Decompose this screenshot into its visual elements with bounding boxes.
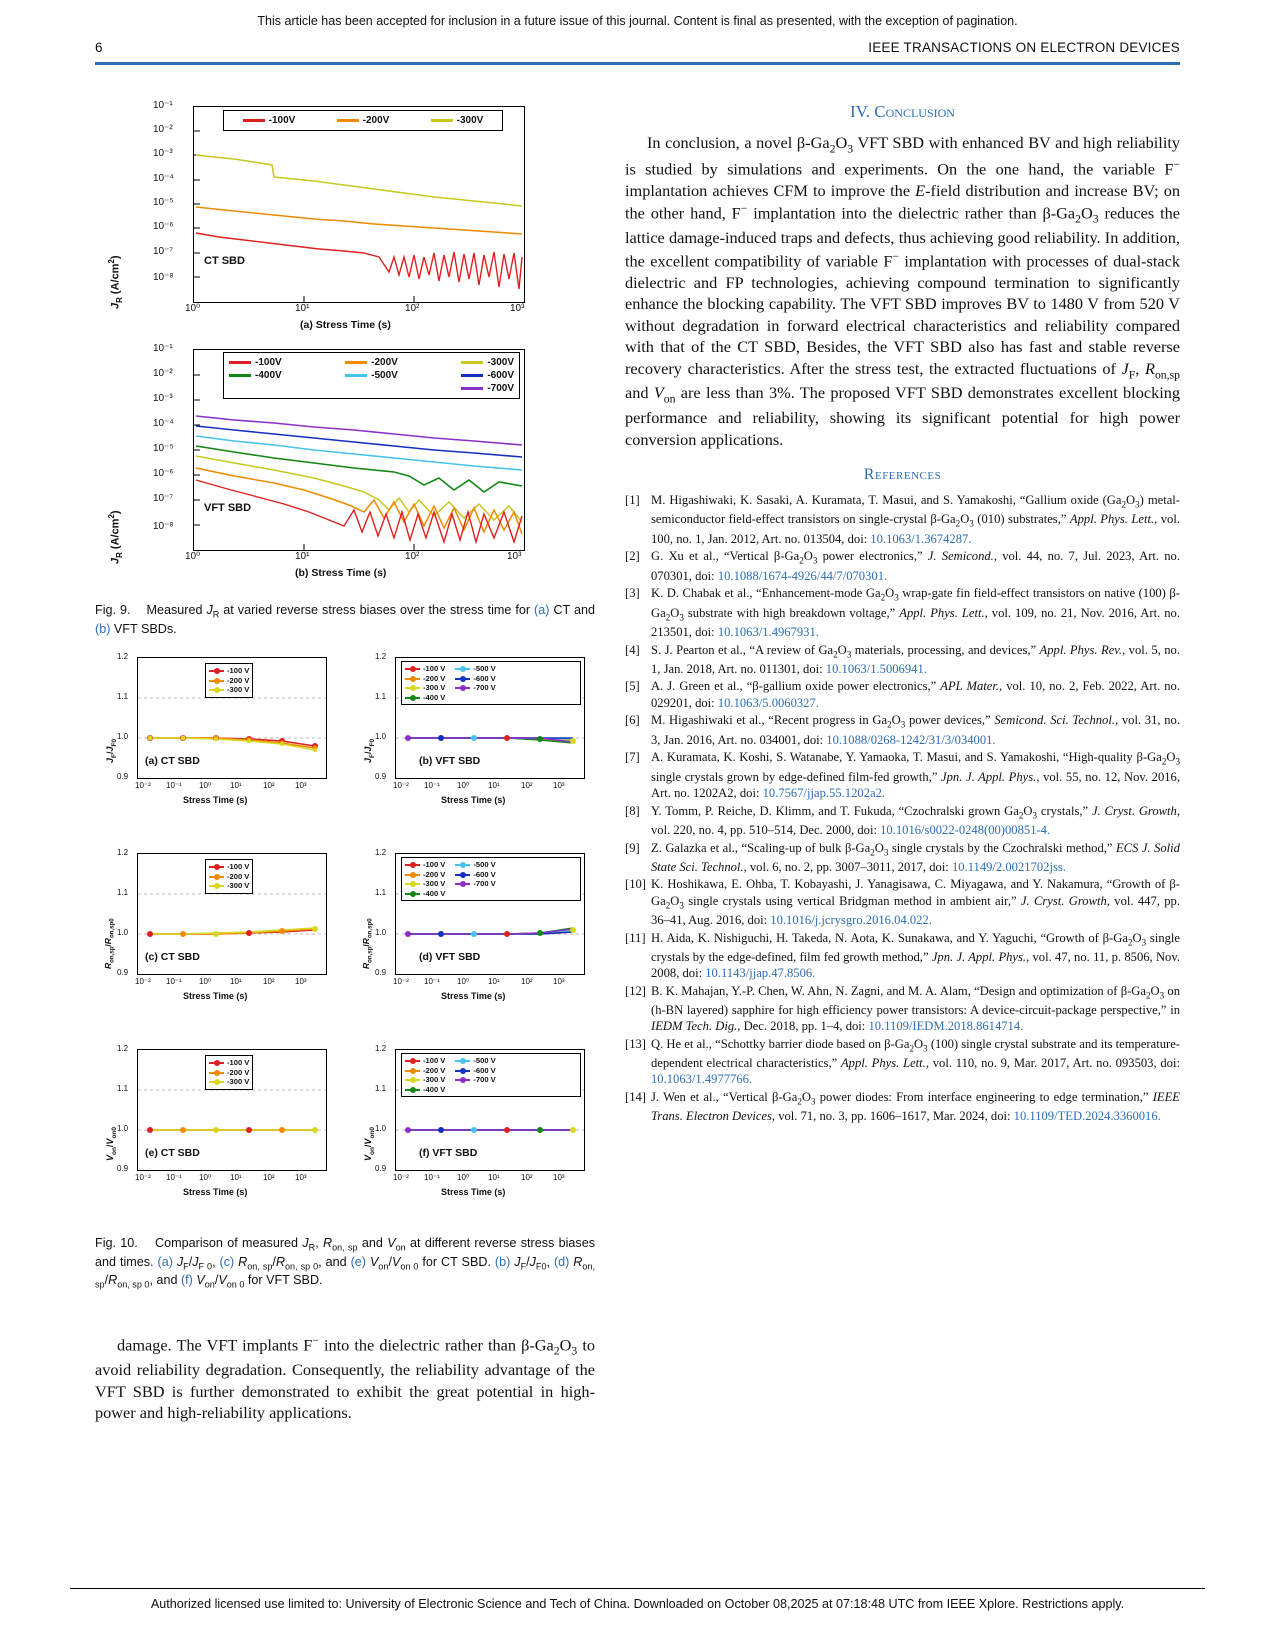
fig9b-legend-item-1: -200V <box>371 357 398 368</box>
fig10d-xtick-2: 10⁰ <box>457 977 470 987</box>
fig10-caption-t5: $J_F/J_{F0}$, <box>514 1254 554 1272</box>
fig10b-legend-5: -600 V <box>473 673 496 683</box>
fig10e-legend <box>205 1055 253 1089</box>
fig10a-xtick-2: 10⁰ <box>199 781 212 791</box>
fig9b-legend-item-0: -100V <box>255 357 282 368</box>
fig10-caption-text-1: Comparison of measured $J_R$, $R_{on, sp}$ and $V_{on}$ at different reverse stress biases and times. <box>95 1236 596 1269</box>
fig10e-legend-0: -100 V <box>227 1058 250 1068</box>
fig10a-ylabel: $J_F/J_{F0}$ <box>105 739 118 764</box>
fig9a-ytick-7: 10⁻⁸ <box>153 272 174 283</box>
figure-10-caption <box>95 1235 595 1291</box>
fig9b-inner-label: VFT SBD <box>204 502 252 514</box>
fig10d-xtick-5: 10³ <box>553 977 565 987</box>
fig10-caption-t2: $J_F/J_{F 0}$, <box>176 1254 220 1272</box>
ref-doi[interactable]: 10.1088/1674-4926/44/7/070301. <box>717 568 888 583</box>
fig10c-legend <box>205 859 253 893</box>
fig10b-xlabel: Stress Time (s) <box>441 795 506 806</box>
fig10c-ylabel: $R_{on,sp}/R_{on,sp0}$ <box>103 918 116 970</box>
fig9-caption-mid: CT and <box>549 603 596 617</box>
fig10e-ytick-3: 0.9 <box>117 1164 129 1174</box>
fig9a-curves <box>194 107 524 302</box>
ref-text: K. D. Chabak et al., “Enhancement-mode $Ga_2O_3$ wrap-gate fin field-effect transistors on native (100) $\beta-Ga_2O_3$ substrate with high breakdown voltage,” Appl. Phys. Lett., vol. 109, no. 21, Nov. 2016, Art. no. 213501, doi: 10.1063/1.4967931. <box>651 586 1180 639</box>
fig10b-ytick-3: 0.9 <box>375 772 387 782</box>
fig10b-title: (b) VFT SBD <box>419 755 481 768</box>
ref-text: J. Wen et al., “Vertical $\beta-Ga_2O_3$ power diodes: From interface engineering to edge termination,” IEEE Trans. Electron Devices, vol. 71, no. 3, pp. 1606–1617, Mar. 2024, doi: 10.1109/TED.2024.3360016. <box>651 1090 1180 1124</box>
fig10f-legend-4: -500 V <box>473 1056 496 1066</box>
fig10c-xtick-0: 10⁻² <box>135 977 151 987</box>
ref-number: [11] <box>625 930 646 945</box>
ref-doi[interactable]: 10.1149/2.0021702jss. <box>951 859 1066 874</box>
fig10c-legend-0: -100 V <box>227 862 250 872</box>
fig10b-legend-4: -500 V <box>473 664 496 674</box>
fig10e-ytick-0: 1.2 <box>117 1044 129 1054</box>
fig9b-ytick-4: 10⁻⁵ <box>153 443 174 454</box>
ref-text: A. Kuramata, K. Koshi, S. Watanabe, Y. Yamaoka, T. Masui, and S. Yamakoshi, “High-quality $\beta-Ga_2O_3$ single crystals grown by edge-defined film-fed growth,” Jpn. J. Appl. Phys., vol. 55, no. 12, Nov. 2016, Art. no. 1202A2, doi: 10.7567/jjap.55.1202a2. <box>651 750 1180 800</box>
fig10-caption-t3: $R_{on, sp}/R_{on, sp 0}$, and <box>238 1254 351 1272</box>
fig9a-ytick-3: 10⁻⁴ <box>153 173 174 184</box>
fig9-caption-a: (a) <box>534 603 550 617</box>
fig10c-xtick-1: 10⁻¹ <box>166 977 182 987</box>
fig10f-xtick-4: 10² <box>521 1173 533 1183</box>
fig10f-legend-2: -300 V <box>423 1075 446 1085</box>
reference-item <box>625 548 1180 583</box>
fig10-caption-t7: $V_{on}/V_{on 0}$ for VFT SBD. <box>196 1273 323 1290</box>
ref-doi[interactable]: 10.1063/1.3674287. <box>870 531 972 546</box>
fig10e-xtick-5: 10³ <box>295 1173 307 1183</box>
references-heading: References <box>863 466 942 484</box>
reference-item <box>625 678 1180 710</box>
fig10e-ytick-2: 1.0 <box>117 1124 129 1134</box>
ref-doi[interactable]: 10.1088/0268-1242/31/3/034001. <box>826 732 996 747</box>
fig10f-legend-6: -700 V <box>473 1075 496 1085</box>
reference-item <box>625 1036 1180 1088</box>
fig10c-title: (c) CT SBD <box>145 951 200 964</box>
fig10c-ytick-1: 1.1 <box>117 888 129 898</box>
fig10f-xtick-3: 10¹ <box>488 1173 500 1183</box>
fig10b-ytick-1: 1.1 <box>375 692 387 702</box>
ref-number: [13] <box>625 1037 646 1052</box>
fig10-caption-a: (a) <box>157 1254 173 1269</box>
fig10-panel-a <box>95 651 335 831</box>
fig10d-xtick-0: 10⁻² <box>393 977 409 987</box>
conclusion-section-number: IV. <box>850 102 871 121</box>
fig10f-xlabel: Stress Time (s) <box>441 1187 506 1198</box>
fig10c-legend-1: -200 V <box>227 871 250 881</box>
conclusion-section-title: Conclusion <box>874 102 955 121</box>
fig10d-xtick-4: 10² <box>521 977 533 987</box>
fig10c-xlabel: Stress Time (s) <box>183 991 248 1002</box>
journal-title: IEEE TRANSACTIONS ON ELECTRON DEVICES <box>868 40 1180 55</box>
fig10-caption-c: (c) <box>219 1254 235 1269</box>
fig10f-ytick-0: 1.2 <box>375 1044 387 1054</box>
fig9b-ytick-2: 10⁻³ <box>153 393 173 404</box>
fig10-caption-f: (f) <box>180 1273 193 1288</box>
fig10a-xtick-0: 10⁻² <box>135 781 151 791</box>
fig10e-xtick-3: 10¹ <box>230 1173 242 1183</box>
fig9a-xlabel: (a) Stress Time (s) <box>300 319 391 331</box>
fig9b-xtick-0: 10⁰ <box>185 551 201 562</box>
fig10c-legend-2: -300 V <box>227 881 250 891</box>
fig10d-legend-5: -600 V <box>473 869 496 879</box>
conclusion-paragraph: In conclusion, a novel $\beta-Ga_2O_3$ VFT SBD with enhanced BV and high reliability is studied by simulations and experiments. On the one hand, the variable F− implantation achieves CFM to improve the E-field distribution and increase BV; on the other hand, F− implantation into the dielectric rather than $\beta-Ga_2O_3$ reduces the lattice damage-induced traps and defects, thus achieving good reliability. In addition, the excellent compatibility of variable F− implantation with processes of dual-stack dielectric and FP technologies, achieving compound termination to significantly enhance the blocking capability. The VFT SBD improves BV to 1480 V from 520 V without degradation in forward electrical characteristics and reliability compared with that of the CT SBD, Besides, the VFT SBD also has fast and stable reverse recovery characteristics. After the stress test, the extracted fluctuations of $J_F$, $R_{on,sp}$ and $V_{on}$ are less than 3%. The proposed VFT SBD demonstrates excellent blocking performance and reliability, showing its significant potential for high power conversion applications. <box>625 133 1181 449</box>
ref-text: Q. He et al., “Schottky barrier diode based on $\beta-Ga_2O_3$ (100) single crystal substrate and its temperature-dependent electrical characteristics,” Appl. Phys. Lett., vol. 110, no. 9, Mar. 2017, Art. no. 093503, doi: 10.1063/1.4977766. <box>651 1037 1180 1087</box>
fig10e-legend-1: -200 V <box>227 1067 250 1077</box>
fig10e-xtick-1: 10⁻¹ <box>166 1173 182 1183</box>
fig10f-xtick-0: 10⁻² <box>393 1173 409 1183</box>
fig10e-xtick-4: 10² <box>263 1173 275 1183</box>
fig9a-xtick-3: 10³ <box>510 303 525 314</box>
running-head <box>95 40 1180 55</box>
fig10b-ytick-2: 1.0 <box>375 732 387 742</box>
fig10-panel-f <box>353 1043 593 1223</box>
fig9a-ytick-1: 10⁻² <box>153 124 173 135</box>
footer-note: Authorized licensed use limited to: University of Electronic Science and Tech of China. Downloaded on October 08,2025 at 07:18:48 UTC from IEEE Xplore. Restrictions apply. <box>150 1597 1125 1611</box>
fig10-caption-d: (d) <box>553 1254 570 1269</box>
fig10f-xtick-1: 10⁻¹ <box>424 1173 440 1183</box>
fig10-panel-d <box>353 847 593 1027</box>
right-column <box>625 100 1180 1126</box>
fig9a-legend <box>223 110 503 131</box>
fig10b-legend-0: -100 V <box>423 664 446 674</box>
fig10a-legend-2: -300 V <box>227 685 250 695</box>
ref-number: [14] <box>625 1090 646 1105</box>
fig10f-legend-5: -600 V <box>473 1065 496 1075</box>
ref-number: [5] <box>625 679 640 694</box>
fig10f-ytick-3: 0.9 <box>375 1164 387 1174</box>
fig10a-ytick-3: 0.9 <box>117 772 129 782</box>
ref-text: Y. Tomm, P. Reiche, D. Klimm, and T. Fukuda, “Czochralski grown $Ga_2O_3$ crystals,” J. Cryst. Growth, vol. 220, no. 4, pp. 510–514, Dec. 2000, doi: 10.1016/s0022-0248(00)00851-4. <box>651 803 1180 837</box>
fig10a-legend <box>205 663 253 697</box>
fig10c-xtick-2: 10⁰ <box>199 977 212 987</box>
reference-item <box>625 712 1180 747</box>
fig9a-legend-item-0: -100V <box>268 115 296 126</box>
fig10c-ytick-2: 1.0 <box>117 928 129 938</box>
ref-doi[interactable]: 10.1143/jjap.47.8506. <box>705 966 816 981</box>
ref-number: [4] <box>625 642 640 657</box>
ref-doi[interactable]: 10.1063/1.4977766. <box>651 1072 753 1087</box>
reference-item <box>625 876 1180 928</box>
figure-9-caption <box>95 602 595 637</box>
fig10b-legend <box>401 661 581 705</box>
fig9a-legend-item-1: -200V <box>362 115 390 126</box>
fig10a-ytick-1: 1.1 <box>117 692 129 702</box>
fig10d-ylabel: $R_{on,sp}/R_{on,sp0}$ <box>361 918 374 970</box>
page-number: 6 <box>95 40 103 55</box>
conclusion-heading <box>625 102 1180 122</box>
fig10b-ytick-0: 1.2 <box>375 652 387 662</box>
reference-item <box>625 803 1180 838</box>
ref-text: S. J. Pearton et al., “A review of $Ga_2O_3$ materials, processing, and devices,” Appl. Phys. Rev., vol. 5, no. 1, Jan. 2018, Art. no. 011301, doi: 10.1063/1.5006941. <box>651 642 1181 676</box>
fig10-panel-b <box>353 651 593 831</box>
ref-number: [8] <box>625 803 640 818</box>
fig10d-ytick-1: 1.1 <box>375 888 387 898</box>
fig9-panel-a-plot <box>193 106 525 303</box>
fig9b-xlabel: (b) Stress Time (s) <box>295 567 387 579</box>
fig9b-ytick-3: 10⁻⁴ <box>153 418 174 429</box>
fig10e-title: (e) CT SBD <box>145 1147 200 1160</box>
fig10f-legend <box>401 1053 581 1097</box>
fig10b-xtick-0: 10⁻² <box>393 781 409 791</box>
fig9a-xtick-0: 10⁰ <box>185 303 201 314</box>
fig9b-legend-item-4: -500V <box>371 370 398 381</box>
fig10d-legend-4: -500 V <box>473 860 496 870</box>
fig10c-ytick-0: 1.2 <box>117 848 129 858</box>
ref-text: A. J. Green et al., “β-gallium oxide power electronics,” APL Mater., vol. 10, no. 2, Feb. 2022, Art. no. 029201, doi: 10.1063/5.0060327. <box>651 679 1180 710</box>
left-column <box>95 90 595 1430</box>
fig10-caption-e: (e) <box>350 1254 366 1269</box>
fig10b-legend-6: -700 V <box>473 683 496 693</box>
fig10a-xtick-3: 10¹ <box>230 781 242 791</box>
fig9a-ytick-0: 10⁻¹ <box>153 100 173 111</box>
fig10d-xtick-1: 10⁻¹ <box>424 977 440 987</box>
fig10f-xtick-5: 10³ <box>553 1173 565 1183</box>
ref-text: K. Hoshikawa, E. Ohba, T. Kobayashi, J. Yanagisawa, C. Miyagawa, and Y. Nakamura, “Growth of $\beta-Ga_2O_3$ single crystals using vertical Bridgman method in ambient air,” J. Cryst. Growth, vol. 447, pp. 36–41, Aug. 2016, doi: 10.1016/j.jcrysgro.2016.04.022. <box>651 877 1180 927</box>
fig10b-xtick-3: 10¹ <box>488 781 500 791</box>
fig10-panel-e <box>95 1043 335 1223</box>
fig10d-legend-2: -300 V <box>423 879 446 889</box>
ref-text: Z. Galazka et al., “Scaling-up of bulk $\beta-Ga_2O_3$ single crystals by the Czochralski method,” ECS J. Solid State Sci. Technol., vol. 6, no. 2, pp. 3007–3011, 2017, doi: 10.1149/2.0021702jss. <box>651 840 1180 874</box>
fig10d-ytick-2: 1.0 <box>375 928 387 938</box>
reference-item <box>625 642 1180 677</box>
fig10a-xtick-4: 10² <box>263 781 275 791</box>
fig10c-xtick-4: 10² <box>263 977 275 987</box>
fig10d-legend-6: -700 V <box>473 879 496 889</box>
ref-number: [7] <box>625 750 640 765</box>
fig9a-legend-item-2: -300V <box>456 115 484 126</box>
reference-item <box>625 749 1180 801</box>
fig9-caption-end: VFT SBDs. <box>110 621 177 636</box>
fig10e-ytick-1: 1.1 <box>117 1084 129 1094</box>
fig10f-ytick-2: 1.0 <box>375 1124 387 1134</box>
fig10d-legend-3: -400 V <box>423 888 446 898</box>
fig10d-xlabel: Stress Time (s) <box>441 991 506 1002</box>
fig10-caption-t6: $R_{on, sp}/R_{on, sp 0}$, and <box>95 1254 596 1290</box>
fig10a-legend-0: -100 V <box>227 666 250 676</box>
fig10e-legend-2: -300 V <box>227 1077 250 1087</box>
reference-item <box>625 585 1180 640</box>
fig10-caption-label: Fig. 10. <box>95 1236 138 1251</box>
fig9a-xtick-1: 10¹ <box>295 303 310 314</box>
fig9a-xtick-2: 10² <box>405 303 420 314</box>
fig10d-legend <box>401 857 581 901</box>
fig10f-title: (f) VFT SBD <box>419 1147 478 1160</box>
reference-item <box>625 930 1180 982</box>
fig10b-xtick-5: 10³ <box>553 781 565 791</box>
ref-doi[interactable]: 10.1063/1.4967931. <box>717 624 819 639</box>
ref-number: [2] <box>625 549 640 564</box>
fig9b-legend-item-6: -700V <box>487 383 514 394</box>
fig10e-xtick-2: 10⁰ <box>199 1173 212 1183</box>
header-rule <box>95 62 1180 65</box>
fig9b-ytick-5: 10⁻⁶ <box>153 468 174 479</box>
fig10d-title: (d) VFT SBD <box>419 951 481 964</box>
fig9b-legend <box>223 352 520 399</box>
ref-doi[interactable]: 10.1063/5.0060327. <box>717 695 819 710</box>
fig9-caption-text: Measured $J_R$ at varied reverse stress biases over the stress time for <box>146 603 535 620</box>
fig9b-xtick-2: 10² <box>405 551 420 562</box>
fig10c-xtick-3: 10¹ <box>230 977 242 987</box>
fig9b-legend-item-2: -300V <box>487 357 514 368</box>
reference-item <box>625 840 1180 875</box>
ref-text: H. Aida, K. Nishiguchi, H. Takeda, N. Aota, K. Sunakawa, and Y. Yaguchi, “Growth of $\beta-Ga_2O_3$ single crystals by the edge-defined, film fed growth method,” Jpn. J. Appl. Phys., vol. 47, no. 11, p. 8506, Nov. 2008, doi: 10.1143/jjap.47.8506. <box>651 930 1181 981</box>
fig10b-legend-2: -300 V <box>423 683 446 693</box>
reference-item <box>625 983 1180 1035</box>
fig10-caption-b: (b) <box>494 1254 511 1269</box>
fig10f-legend-3: -400 V <box>423 1084 446 1094</box>
fig10b-legend-3: -400 V <box>423 692 446 702</box>
fig10f-ytick-1: 1.1 <box>375 1084 387 1094</box>
ref-text: G. Xu et al., “Vertical $\beta-Ga_2O_3$ power electronics,” J. Semicond., vol. 44, no. 7, Jul. 2023, Art. no. 070301, doi: 10.1088/1674-4926/44/7/070301. <box>651 549 1180 583</box>
fig10b-legend-1: -200 V <box>423 673 446 683</box>
ref-text: M. Higashiwaki et al., “Recent progress in $Ga_2O_3$ power devices,” Semicond. Sci. Technol., vol. 31, no. 3, Jan. 2016, Art. no. 034001, doi: 10.1088/0268-1242/31/3/034001. <box>651 713 1180 747</box>
fig10f-legend-0: -100 V <box>423 1056 446 1066</box>
fig10a-xtick-5: 10³ <box>295 781 307 791</box>
ref-doi[interactable]: 10.1016/j.jcrysgro.2016.04.022. <box>770 912 932 927</box>
ref-doi[interactable]: 10.1016/s0022-0248(00)00851-4. <box>880 822 1051 837</box>
ref-doi[interactable]: 10.1109/IEDM.2018.8614714. <box>868 1019 1024 1034</box>
fig10d-ytick-0: 1.2 <box>375 848 387 858</box>
fig10a-ytick-0: 1.2 <box>117 652 129 662</box>
ref-doi[interactable]: 10.7567/jjap.55.1202a2. <box>762 785 886 800</box>
fig10b-ylabel: $J_F/J_{F0}$ <box>363 739 376 764</box>
fig9b-ytick-1: 10⁻² <box>153 368 173 379</box>
fig10b-xtick-2: 10⁰ <box>457 781 470 791</box>
fig9b-legend-item-5: -600V <box>487 370 514 381</box>
reference-item <box>625 492 1180 547</box>
fig10b-xtick-4: 10² <box>521 781 533 791</box>
ref-text: B. K. Mahajan, Y.-P. Chen, W. Ahn, N. Zagni, and M. A. Alam, “Design and optimization of $\beta-Ga_2O_3$ on (h-BN layered) sapphire for high efficiency power transistors: A device-circuit-package perspective,” in IEDM Tech. Dig., Dec. 2018, pp. 1–4, doi: 10.1109/IEDM.2018.8614714. <box>651 983 1180 1034</box>
fig9-caption-label: Fig. 9. <box>95 603 131 617</box>
fig10d-legend-1: -200 V <box>423 869 446 879</box>
fig10c-xtick-5: 10³ <box>295 977 307 987</box>
fig9a-ylabel: $J_R$ $(A/cm^2)$ <box>107 255 124 309</box>
fig10d-xtick-3: 10¹ <box>488 977 500 987</box>
figure-10 <box>95 651 595 1231</box>
fig9b-xtick-1: 10¹ <box>295 551 310 562</box>
acceptance-note: This article has been accepted for inclusion in a future issue of this journal. Content is final as presented, with the exception of pagination. <box>257 14 1018 28</box>
fig9a-ytick-2: 10⁻³ <box>153 148 173 159</box>
fig9b-ylabel: $J_R$ $(A/cm^2)$ <box>107 510 124 564</box>
left-bottom-paragraph: damage. The VFT implants F− into the dielectric rather than $\beta-Ga_2O_3$ to avoid reliability degradation. Consequently, the reliability advantage of the VFT SBD is further demonstrated to exhibit the great potential in high-power and high-reliability applications. <box>95 1334 595 1423</box>
fig10d-ytick-3: 0.9 <box>375 968 387 978</box>
figure-9 <box>95 94 595 594</box>
ref-doi[interactable]: 10.1109/TED.2024.3360016. <box>1013 1109 1161 1124</box>
fig10e-xtick-0: 10⁻² <box>135 1173 151 1183</box>
fig10e-ylabel: $V_{on}/V_{on0}$ <box>105 1127 118 1162</box>
fig10e-xlabel: Stress Time (s) <box>183 1187 248 1198</box>
fig9b-ytick-6: 10⁻⁷ <box>153 493 174 504</box>
fig10c-ytick-3: 0.9 <box>117 968 129 978</box>
ref-number: [10] <box>625 877 646 892</box>
fig10-panel-c <box>95 847 335 1027</box>
fig10a-xtick-1: 10⁻¹ <box>166 781 182 791</box>
fig10f-xtick-2: 10⁰ <box>457 1173 470 1183</box>
fig10a-ytick-2: 1.0 <box>117 732 129 742</box>
fig10f-legend-1: -200 V <box>423 1065 446 1075</box>
fig9a-inner-label: CT SBD <box>204 255 245 267</box>
fig10-caption-t4: $V_{on}/V_{on 0}$ for CT SBD. <box>369 1254 495 1272</box>
fig10a-title: (a) CT SBD <box>145 755 200 768</box>
fig9b-ytick-0: 10⁻¹ <box>153 343 173 354</box>
fig9a-ytick-6: 10⁻⁷ <box>153 246 174 257</box>
fig10a-xlabel: Stress Time (s) <box>183 795 248 806</box>
references-list <box>625 492 1180 1124</box>
fig9b-xtick-3: 10³ <box>507 551 522 562</box>
fig10b-xtick-1: 10⁻¹ <box>424 781 440 791</box>
fig9b-legend-item-3: -400V <box>255 370 282 381</box>
fig10a-legend-1: -200 V <box>227 675 250 685</box>
reference-item <box>625 1089 1180 1124</box>
ref-text: M. Higashiwaki, K. Sasaki, A. Kuramata, T. Masui, and S. Yamakoshi, “Gallium oxide $(Ga_2O_3)$ metal-semiconductor field-effect transistors on single-crystal $\beta-Ga_2O_3$ (010) substrates,” Appl. Phys. Lett., vol. 100, no. 1, Jan. 2012, Art. no. 013504, doi: 10.1063/1.3674287. <box>651 493 1180 546</box>
fig10d-legend-0: -100 V <box>423 860 446 870</box>
ref-number: [9] <box>625 840 640 855</box>
fig9b-ytick-7: 10⁻⁸ <box>153 521 174 532</box>
ref-number: [3] <box>625 586 640 601</box>
fig9a-ytick-5: 10⁻⁶ <box>153 221 174 232</box>
ref-number: [12] <box>625 983 646 998</box>
fig9-caption-b: (b) <box>95 621 111 636</box>
ref-doi[interactable]: 10.1063/1.5006941. <box>825 661 927 676</box>
ref-number: [6] <box>625 713 640 728</box>
ref-number: [1] <box>625 493 640 508</box>
fig10f-ylabel: $V_{on}/V_{on0}$ <box>363 1127 376 1162</box>
footer-rule <box>70 1588 1205 1589</box>
fig9a-ytick-4: 10⁻⁵ <box>153 197 174 208</box>
